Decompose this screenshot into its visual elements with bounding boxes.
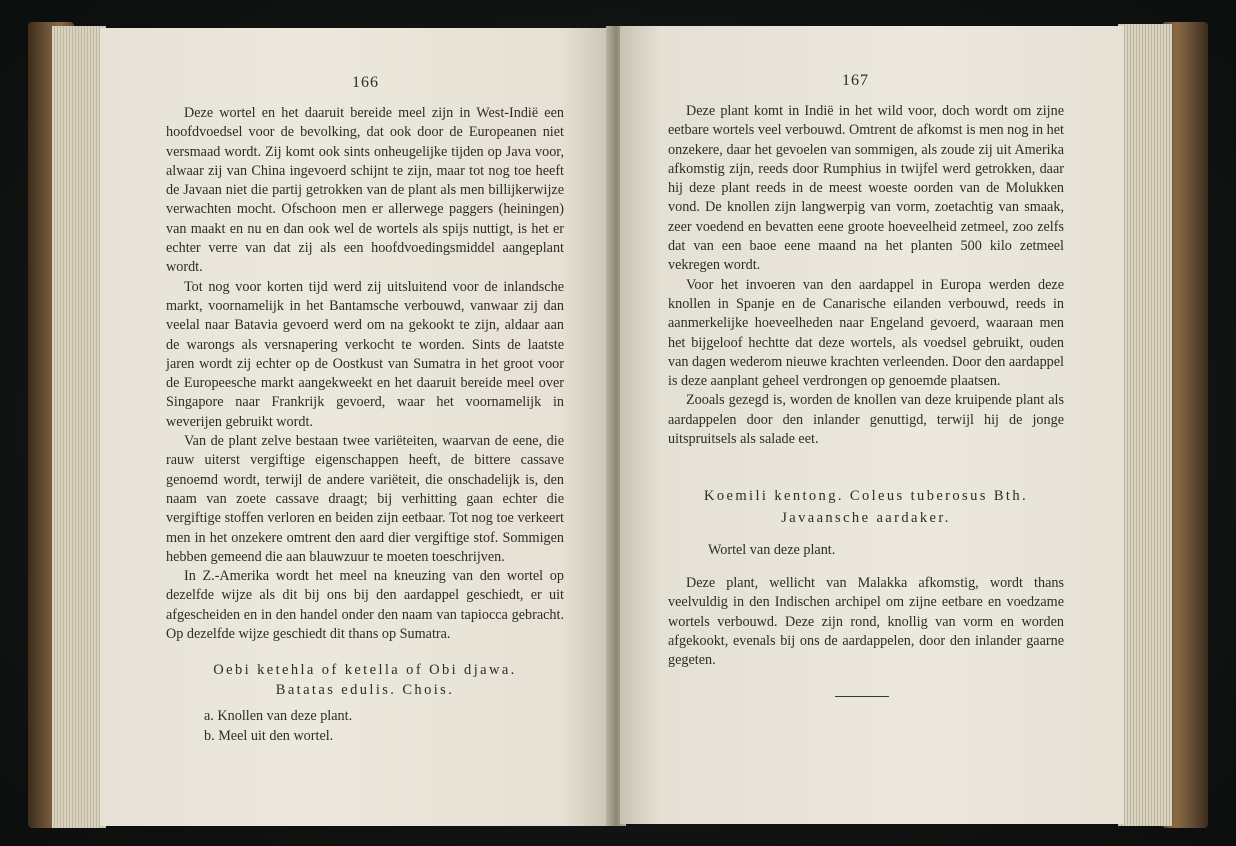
list-item: b. Meel uit den wortel. [204,728,334,744]
right-page [620,26,1124,824]
section-subheading: Batatas edulis. Chois. [275,682,455,698]
page-number-right: 167 [842,72,869,89]
section-heading: Oebi ketehla of ketella of Obi djawa. [213,662,517,678]
left-page [100,28,612,826]
paragraph: Zooals gezegd is, worden de knollen van deze kruipende plant als aardappelen door den inlander genuttigd, terwijl hij de jonge uitspruitsels als salade eet. [668,392,1064,448]
paragraph: Deze plant, wellicht van Malakka afkomstig, wordt thans veelvuldig in den Indischen archipel om zijne eetbare en voedzame wortels verbouwd. Deze zijn rond, knollig van vorm en worden afgekookt, evenals bij ons de aardappelen, door den inlander gaarne gegeten. [668,575,1064,669]
section-subheading: Javaansche aardaker. [781,510,951,526]
paragraph: Deze plant komt in Indië in het wild voor, doch wordt om zijne eetbare wortels veel verbouwd. Omtrent de afkomst is men nog in het onzekere, daar het gevoelen van sommigen, als zoude zij uit Amerika afkomstig zijn, reeds door Rumphius in twijfel werd getrokken, daar hij deze plant reeds in de meest woeste oorden van de Molukken vond. De knollen zijn langwerpig van vorm, zoetachtig van smaak, zeer voedend en bevatten eene groote hoeveelheid zetmeel, zoo zelfs dat van een baoe eene maand na het planten 500 kilo zetmeel vekregen wordt. [668,103,1064,274]
paragraph: Van de plant zelve bestaan twee variëteiten, waarvan de eene, die rauw uiterst vergiftige eigenschappen heeft, de bittere cassave genoemd wordt, terwijl de andere variëteit, die onschadelijk is, den naam van zoete cassave draagt; bij verhitting gaan echter die vergiftige stoffen verloren en beiden zijn eetbaar. Tot nog toe verkeert men in het onzekere omtrent den aard dier vergiftige stof. Sommigen hebben gemeend die aan blauwzuur te moeten toeschrijven. [166,433,564,565]
page-number-left: 166 [352,74,379,91]
left-body-text [166,104,564,644]
paragraph: Tot nog voor korten tijd werd zij uitsluitend voor de inlandsche markt, voornamelijk in het Bantamsche verbouwd, vanwaar zij dan veelal naar Batavia gevoerd werd om na gekookt te zijn, aldaar aan de warongs als versnapering verkocht te worden. Sints de laatste jaren wordt zij echter op de Oostkust van Sumatra in het groot voor de Europeesche markt aangekweekt en het daaruit bereide meel over Singapore naar Frankrijk gevoerd, waar het voornamelijk in weverijen gebruikt wordt. [166,278,564,430]
page-edges-right [1118,24,1172,826]
paragraph: In Z.-Amerika wordt het meel na kneuzing van den wortel op dezelfde wijze als dit bij ons bij den aardappel geschiedt, er uit afgescheiden en in den handel onder den naam van tapiocca gebracht. Op dezelfde wijze geschiedt dit thans op Sumatra. [166,568,564,643]
end-rule [835,696,889,697]
right-body-text [668,102,1064,449]
caption-line: Wortel van deze plant. [708,542,836,558]
list-item: a. Knollen van deze plant. [204,708,353,724]
page-edges-left [52,26,106,828]
section-heading: Koemili kentong. Coleus tuberosus Bth. [704,488,1028,504]
paragraph: Voor het invoeren van den aardappel in Europa werden deze knollen in Spanje en de Canarische eilanden verbouwd, reeds in aanmerkelijke hoeveelheden naar Engeland gevoerd, waaraan men het bijgeloof hechtte dat deze wortels, als voedsel gebruikt, ouden van dagen wederom nieuwe krachten verleenden. Door den aardappel is deze aanplant geheel verdrongen op genoemde plaatsen. [668,276,1064,390]
paragraph: Deze wortel en het daaruit bereide meel zijn in West-Indië een hoofdvoedsel voor de bevolking, dat ook door de Europeanen niet versmaad wordt. Zij komt ook sints onheugelijke tijden op Java voor, alwaar zij van China ingevoerd schijnt te zijn, maar tot nog toe heeft de Javaan niet die partij getrokken van de plant als men billijkerwijze verwachten mocht. Ofschoon men er allerwege paggers (heiningen) van maakt en nu en dan ook wel de wortels als spijs nuttigt, is het er echter verre van dat zij als een hoofdvoedingsmiddel aangeplant wordt. [166,105,564,276]
right-closing-text [668,574,1064,670]
